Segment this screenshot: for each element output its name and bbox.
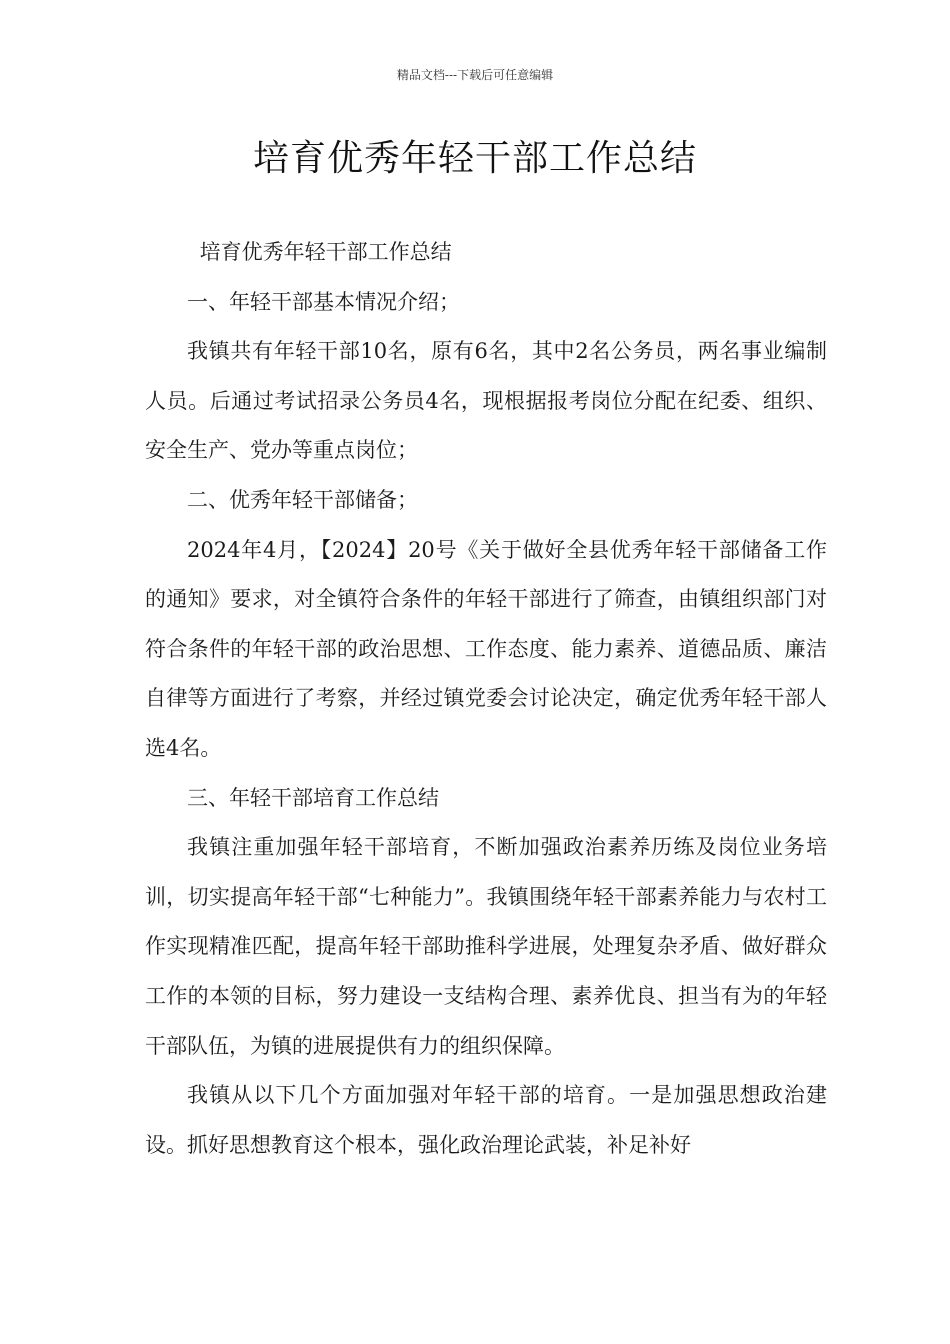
paragraph-3: 我镇注重加强年轻干部培育，不断加强政治素养历练及岗位业务培训，切实提高年轻干部“七种能力”。我镇围绕年轻干部素养能力与农村工作实现精准匹配，提高年轻干部助推科学进展，处理复杂矛盾、做好群众工作的本领的目标，努力建设一支结构合理、素养优良、担当有为的年轻干部队伍，为镇的进展提供有力的组织保障。 — [145, 835, 827, 1058]
paragraph-4: 我镇从以下几个方面加强对年轻干部的培育。一是加强思想政治建设。抓好思想教育这个根本，强化政治理论武装，补足补好 — [145, 1083, 827, 1157]
document-body — [145, 228, 827, 1170]
body-subtitle: 培育优秀年轻干部工作总结 — [199, 240, 452, 264]
section-heading-3: 三、年轻干部培育工作总结 — [187, 785, 439, 810]
paragraph-1: 我镇共有年轻干部10名，原有6名，其中2名公务员，两名事业编制人员。后通过考试招录公务员4名，现根据报考岗位分配在纪委、组织、安全生产、党办等重点岗位； — [145, 339, 827, 463]
section-heading-2: 二、优秀年轻干部储备； — [187, 487, 418, 512]
section-heading-1: 一、年轻干部基本情况介绍； — [187, 289, 460, 314]
document-title: 培育优秀年轻干部工作总结 — [252, 138, 697, 179]
header-note: 精品文档---下载后可任意编辑 — [396, 68, 554, 82]
paragraph-2: 2024年4月，【2024】20号《关于做好全县优秀年轻干部储备工作的通知》要求，对全镇符合条件的年轻干部进行了筛查，由镇组织部门对符合条件的年轻干部的政治思想、工作态度、能力素养、道德品质、廉洁自律等方面进行了考察，并经过镇党委会讨论决定，确定优秀年轻干部人选4名。 — [145, 537, 827, 760]
